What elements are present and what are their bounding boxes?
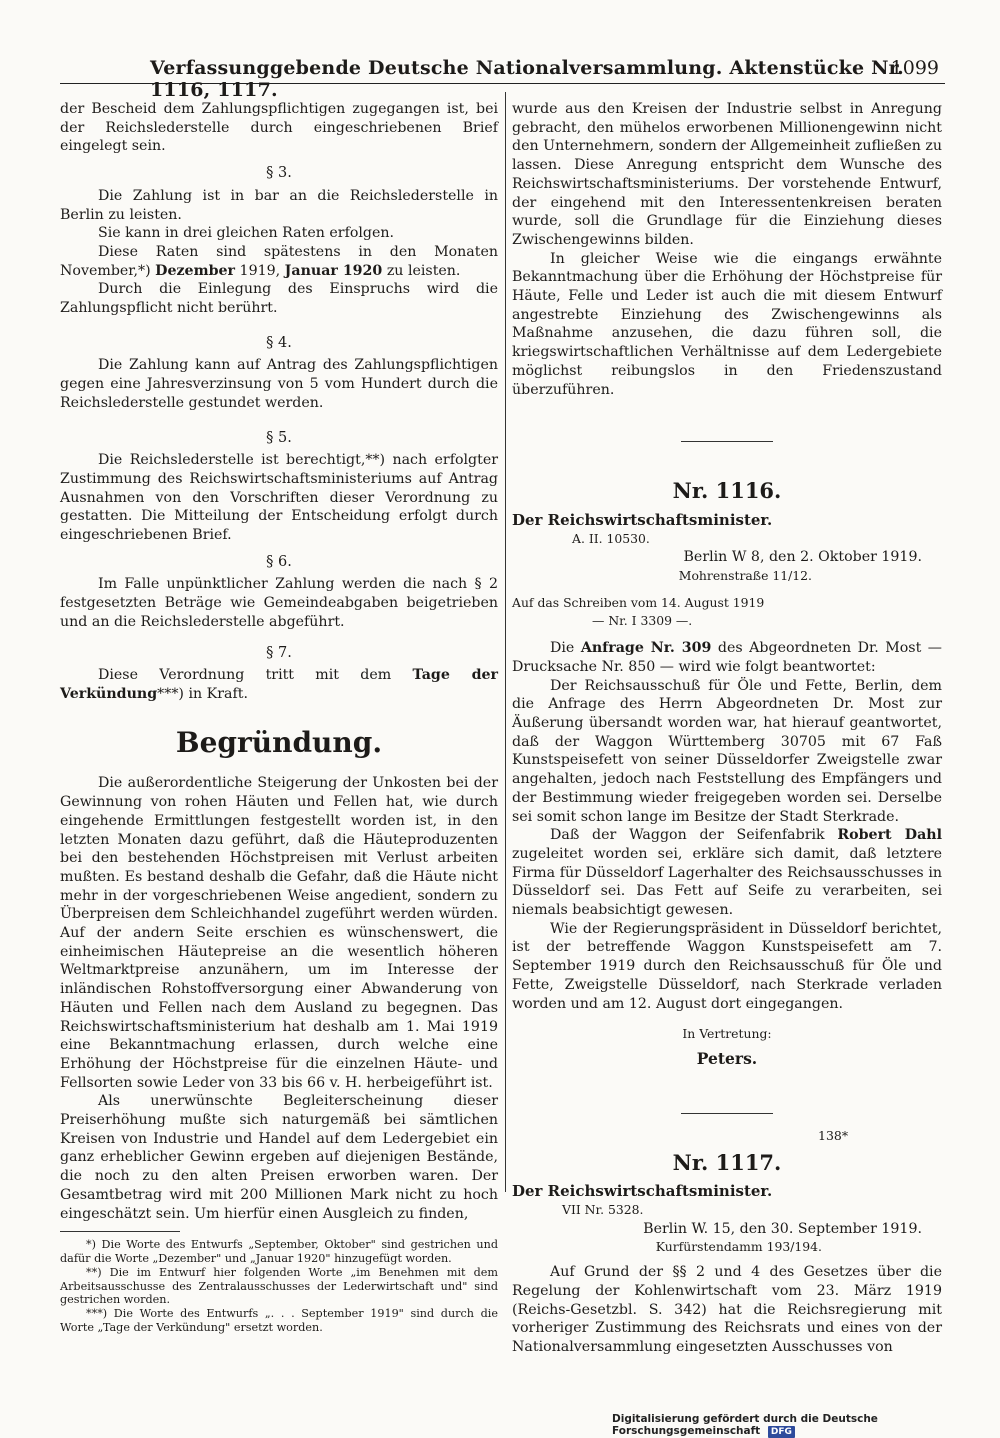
section-3-text: Sie kann in drei gleichen Raten erfolgen. (98, 225, 395, 242)
credit-text: Digitalisierung gefördert durch die Deutsche Forschungsgemeinschaft (612, 1413, 878, 1437)
text-run: Diese Raten sind spätestens in den Monaten November,*) (60, 243, 498, 279)
emphasis: Dezember (155, 262, 236, 279)
emphasis: Robert Dahl (837, 827, 942, 844)
emphasis: Tage der Verkündung (60, 667, 498, 702)
text-run: 1919, (235, 262, 285, 279)
continuation-text: wurde aus den Kreisen der Industrie selbst in Anregung gebracht, den mühelos erworbenen Millionengewinn nicht den Unternehmern, sondern der Allgemeinheit zufließen zu lassen. Diese Anregung entspricht dem Wunsche des Reichswirtschaftsministeriums. Der vorstehende Entwurf, der eingehend mit den Interessentenkreisen beraten wurde, soll die Grundlage für die Einziehung dieses Zwischengewinns bilden. (512, 101, 942, 248)
section-6-heading: § 6. (266, 553, 292, 570)
column-divider (505, 92, 506, 1192)
section-rule (681, 1113, 773, 1114)
reference-number: VII Nr. 5328. (562, 1202, 644, 1218)
section-4-heading: § 4. (266, 334, 292, 351)
section-3-text: Durch die Einlegung des Einspruchs wird die Zahlungspflicht nicht berührt. (60, 281, 498, 317)
date-line: Berlin W 8, den 2. Oktober 1919. (683, 549, 922, 566)
intro-text: der Bescheid dem Zahlungspflichtigen zugegangen ist, bei der Reichslederstelle durch eingeschriebenen Brief eingelegt sein. (60, 101, 498, 155)
footnote: ***) Die Worte des Entwurfs „. . . September 1919" sind durch die Worte „Tage der Verkündung" ersetzt worden. (60, 1307, 498, 1335)
footnotes (60, 1238, 498, 1335)
body-text: Auf Grund der §§ 2 und 4 des Gesetzes über die Regelung der Kohlenwirtschaft vom 23. März 1919 (Reichs-Gesetzbl. S. 342) hat die Reichsregierung mit vorheriger Zustimmung des Reichsrats und eines von der Nationalversammlung eingesetzten Ausschusses von (512, 1264, 942, 1355)
text-run: zu leisten. (382, 262, 461, 279)
document-number-1116: Nr. 1116. (672, 478, 782, 504)
answer-text: Wie der Regierungspräsident in Düsseldorf berichtet, ist der betreffende Waggon Kunstspeisefett am 7. September 1919 durch den Reichsausschuß für Öle und Fette, Zweigstelle Düsseldorf, nach Sterkrade verladen worden und am 12. August dort eingegangen. (512, 920, 942, 1012)
dfg-logo: DFG (768, 1426, 795, 1438)
letter-reference: — Nr. I 3309 —. (592, 613, 693, 629)
running-header (60, 55, 945, 101)
section-3-heading: § 3. (266, 165, 292, 182)
reference-number: A. II. 10530. (572, 530, 650, 546)
text-run: Diese Verordnung tritt mit dem (98, 667, 413, 684)
letter-reference: Auf das Schreiben vom 14. August 1919 (512, 594, 765, 610)
minister-heading: Der Reichswirtschaftsminister. (512, 510, 773, 529)
minister-heading: Der Reichswirtschaftsminister. (512, 1182, 773, 1201)
inquiry-intro (512, 639, 942, 676)
emphasis: Januar 1920 (284, 262, 383, 279)
right-column (512, 100, 942, 1357)
date-line: Berlin W. 15, den 30. September 1919. (643, 1220, 922, 1237)
document-number-1117: Nr. 1117. (672, 1149, 782, 1175)
text-run: ***) in Kraft. (157, 685, 248, 702)
signature-mark: 138* (818, 1128, 849, 1143)
section-3-text: Die Zahlung ist in bar an die Reichslederstelle in Berlin zu leisten. (60, 187, 498, 223)
section-7-text (60, 666, 498, 703)
section-4-text: Die Zahlung kann auf Antrag des Zahlungspflichtigen gegen eine Jahresverzinsung von 5 vom Hundert durch die Reichslederstelle gestundet werden. (60, 357, 498, 411)
left-column (60, 100, 498, 1335)
begruendung-heading: Begründung. (175, 725, 383, 759)
in-vertretung: In Vertretung: (682, 1026, 772, 1042)
address-line: Kurfürstendamm 193/194. (655, 1239, 822, 1255)
signature: Peters. (696, 1048, 758, 1068)
footnote: **) Die im Entwurf hier folgenden Worte „im Benehmen mit dem Arbeitsausschusse des Zentralausschusses der Lederwirtschaft und" sind gestrichen worden. (60, 1265, 498, 1307)
answer-text: Der Reichsausschuß für Öle und Fette, Berlin, dem die Anfrage des Herrn Abgeordneten Dr. Most zur Äußerung übersandt worden war, hat hierauf geantwortet, daß der Waggon Württemberg 30705 mit 67 Faß Kunstspeisefett von seiner Düsseldorfer Zweigstelle zwar angehalten, jedoch nach Feststellung des Empfängers und der Bestimmung wieder freigegeben worden sei. Derselbe sei somit schon lange im Besitze der Stadt Sterkrade. (512, 677, 942, 825)
continuation-text: In gleicher Weise wie die eingangs erwähnte Bekanntmachung über die Erhöhung der Höchstpreise für Häute, Felle und Leder ist auch die mit diesem Entwurf angestrebte Einziehung des Zwischengewinns als Maßnahme anzusehen, die dazu führen soll, die kriegswirtschaftlichen Verhältnisse auf dem Ledergebiete möglichst reibungslos in den Friedenszustand überzuführen. (512, 250, 942, 398)
page-number: 1099 (890, 57, 939, 79)
answer-text (512, 826, 942, 920)
header-title: Verfassunggebende Deutsche Nationalversammlung. Aktenstücke Nr. 1116, 1117. (150, 57, 904, 101)
dfg-credit (612, 1413, 1000, 1437)
text-run: Daß der Waggon der Seifenfabrik (550, 827, 838, 844)
emphasis: Anfrage Nr. 309 (580, 640, 712, 657)
section-3-text (60, 243, 498, 280)
section-7-heading: § 7. (266, 644, 292, 661)
text-run: Die (550, 640, 581, 657)
section-5-heading: § 5. (266, 429, 292, 446)
text-run: des Abgeordneten Dr. Most — Drucksache Nr. 850 — wird wie folgt beantwortet: (512, 640, 942, 675)
section-6-text: Im Falle unpünktlicher Zahlung werden die nach § 2 festgesetzten Beträge wie Gemeindeabgaben beigetrieben und an die Reichslederstelle abgeführt. (60, 576, 498, 630)
section-rule (681, 441, 773, 442)
address-line: Mohrenstraße 11/12. (678, 568, 812, 584)
begruendung-text: Die außerordentliche Steigerung der Unkosten bei der Gewinnung von rohen Häuten und Fellen hat, wie durch eingehende Ermittlungen festgestellt worden ist, in den letzten Monaten dazu geführt, daß die Häuteproduzenten bei den bestehenden Höchstpreisen mit Verlust arbeiten mußten. Es bestand deshalb die Gefahr, daß die Häute nicht mehr in der vorgeschriebenen Weise angedient, sondern zu Überpreisen dem Schleichhandel zugeführt werden würden. Auf der andern Seite erschien es wünschenswert, die einheimischen Häutepreise an die wesentlich höheren Weltmarktpreise anzunähern, um im Interesse der inländischen Rohstoffversorgung einer Abwanderung von Häuten und Fellen nach dem Ausland zu begegnen. Das Reichswirtschaftsministerium hat deshalb am 1. Mai 1919 eine Bekanntmachung erlassen, durch welche eine Erhöhung der Höchstpreise für die einzelnen Häute- und Fellsorten sowie Leder von 33 bis 66 v. H. herbeigeführt ist. (60, 775, 498, 1091)
text-run: zugeleitet worden sei, erkläre sich damit, daß letztere Firma für Düsseldorf Lagerhalter des Reichsausschusses in Düsseldorf sei. Das Fett auf Seife zu verarbeiten, sei niemals beabsichtigt gewesen. (512, 845, 942, 919)
footnote-rule (60, 1231, 180, 1232)
begruendung-text: Als unerwünschte Begleiterscheinung dieser Preiserhöhung mußte sich naturgemäß bei sämtlichen Kreisen von Industrie und Handel auf dem Ledergebiet ein ganz erheblicher Gewinn ergeben auf diejenigen Bestände, die noch zu den alten Preisen erworben waren. Der Gesamtbetrag wird mit 200 Millionen Mark nicht zu hoch eingeschätzt sein. Um hierfür einen Ausgleich zu finden, (60, 1093, 498, 1222)
footnote: *) Die Worte des Entwurfs „September, Oktober" sind gestrichen und dafür die Worte „Dezember" und „Januar 1920" hinzugefügt worden. (60, 1238, 498, 1266)
section-5-text: Die Reichslederstelle ist berechtigt,**) nach erfolgter Zustimmung des Reichswirtschaftsministeriums auf Antrag Ausnahmen von den Vorschriften dieser Verordnung zu gestatten. Die Mitteilung der Entscheidung erfolgt durch eingeschriebenen Brief. (60, 452, 498, 544)
